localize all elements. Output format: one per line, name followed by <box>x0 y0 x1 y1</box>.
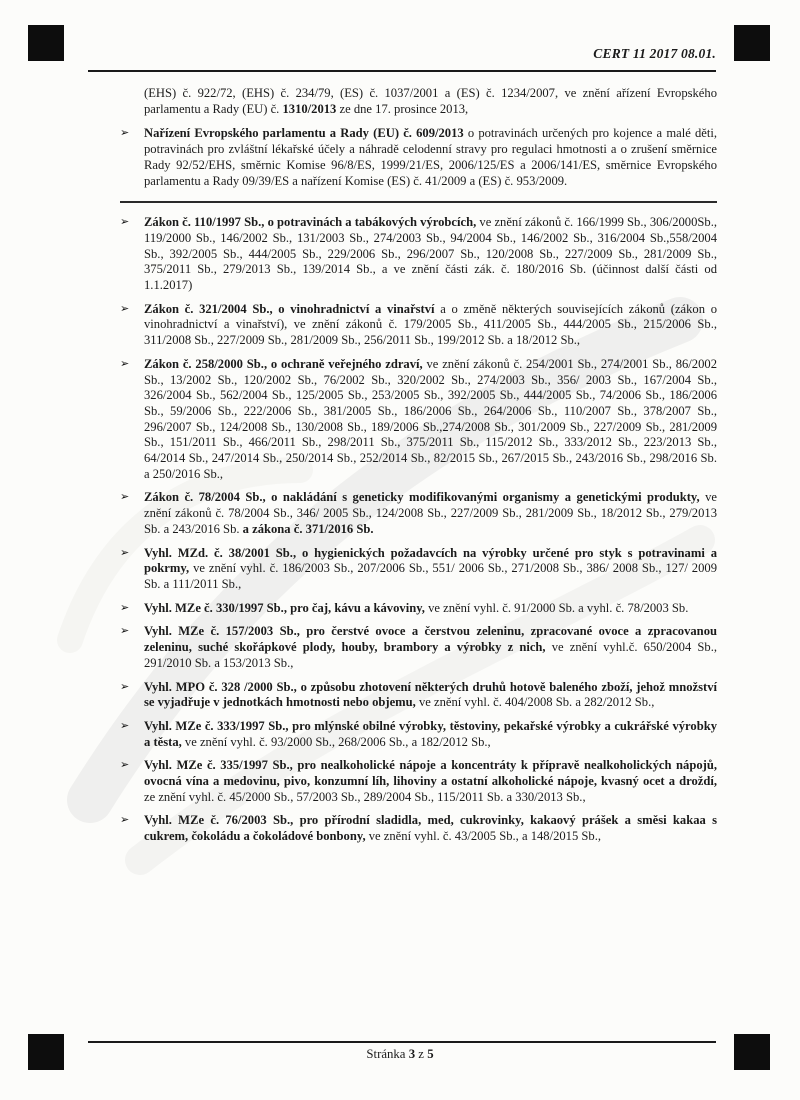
bullet-arrow-icon: ➢ <box>120 302 130 315</box>
list-item-text: Zákon č. 258/2000 Sb., o ochraně veřejného zdraví, ve znění zákonů č. 254/2001 Sb., 274/2001 Sb., 86/2002 Sb., 13/2002 Sb., 120/2002 Sb., 76/2002 Sb., 320/2002 Sb., 274/2003 Sb., 356/ 2003 Sb., 167/2004 Sb., 326/2004 Sb., 562/2004 Sb., 125/2005 Sb., 253/2005 Sb., 392/2005 Sb., 444/2005 Sb., 74/2006 Sb., 186/2006 Sb., 59/2006 Sb., 222/2006 Sb., 381/2005 Sb., 186/2006 Sb., 264/2006 Sb., 110/2007 Sb., 378/2007 Sb., 296/2007 Sb., 124/2008 Sb., 130/2008 Sb., 189/2006 Sb.,274/2008 Sb., 301/2009 Sb., 227/2009 Sb., 281/2009 Sb., 151/2011 Sb., 466/2011 Sb., 298/2011 Sb., 375/2011 Sb., 115/2012 Sb., 333/2012 Sb., 223/2013 Sb., 64/2014 Sb., 247/2014 Sb., 250/2014 Sb., 252/2014 Sb., 82/2015 Sb., 267/2015 Sb., 243/2016 Sb., 298/2016 Sb. a 250/2016 Sb., <box>144 356 717 481</box>
document-content <box>120 86 717 853</box>
bullet-arrow-icon: ➢ <box>120 216 130 229</box>
list-item-text: Vyhl. MZe č. 335/1997 Sb., pro nealkoholické nápoje a koncentráty k přípravě nealkoholických nápojů, ovocná vína a medovinu, pivo, konzumní líh, lihoviny a ostatní alkoholické nápoje, kvasný ocet a droždí, ze znění vyhl. č. 45/2000 Sb., 57/2003 Sb., 289/2004 Sb., 115/2011 Sb. a 330/2013 Sb., <box>144 758 717 804</box>
list-item <box>120 680 717 711</box>
footer-total-pages: 5 <box>427 1047 434 1061</box>
bullet-arrow-icon: ➢ <box>120 546 130 559</box>
bullet-arrow-icon: ➢ <box>120 357 130 370</box>
list-item-text: Vyhl. MZe č. 330/1997 Sb., pro čaj, kávu a kávoviny, ve znění vyhl. č. 91/2000 Sb. a vyhl. č. 78/2003 Sb. <box>144 600 689 615</box>
continuation-paragraph: (EHS) č. 922/72, (EHS) č. 234/79, (ES) č. 1037/2001 a (ES) č. 1234/2007, ve znění ařízení Evropského parlamentu a Rady (EU) č. 1310/2013 ze dne 17. prosince 2013, <box>144 86 717 116</box>
section-separator <box>120 201 717 203</box>
list-item-text: Vyhl. MZe č. 76/2003 Sb., pro přírodní sladidla, med, cukrovinky, kakaový prášek a směsi kakaa s cukrem, čokoládu a čokoládové bonbony, ve znění vyhl. č. 43/2005 Sb., a 148/2015 Sb., <box>144 813 717 844</box>
bullet-arrow-icon: ➢ <box>120 814 130 827</box>
list-item-text: Vyhl. MZe č. 157/2003 Sb., pro čerstvé ovoce a čerstvou zeleninu, zpracované ovoce a zpracovanou zeleninu, suché skořápkové plody, houby, brambory a výrobky z nich, ve znění vyhl.č. 650/2004 Sb., 291/2010 Sb. a 153/2013 Sb., <box>144 624 717 670</box>
list-item <box>120 490 717 537</box>
list-item <box>120 719 717 750</box>
bullet-arrow-icon: ➢ <box>120 625 130 638</box>
list-item <box>120 215 717 294</box>
footer-label: Stránka <box>366 1047 406 1061</box>
list-item-text: Nařízení Evropského parlamentu a Rady (EU) č. 609/2013 o potravinách určených pro kojence a malé děti, potravinách pro zvláštní lékařské účely a náhradě celodenní stravy pro regulaci hmotnosti a o zrušení směrnice Rady 92/52/EHS, směrnic Komise 96/8/ES, 1999/21/ES, 2006/125/ES a 2006/141/ES, směrnice Evropského parlamentu a Rady 09/39/ES a nařízení Komise (ES) č. 41/2009 a (ES) č. 953/2009. <box>144 126 718 188</box>
footer-rule <box>88 1041 716 1043</box>
list-item-text: Vyhl. MZe č. 333/1997 Sb., pro mlýnské obilné výrobky, těstoviny, pekařské výrobky a cukrářské výrobky a těsta, ve znění vyhl. č. 93/2000 Sb., 268/2006 Sb., a 182/2012 Sb., <box>144 718 717 749</box>
page-number <box>0 1047 800 1062</box>
bullet-arrow-icon: ➢ <box>120 759 130 772</box>
bullet-arrow-icon: ➢ <box>120 719 130 732</box>
list-item <box>120 624 717 671</box>
list-item <box>120 126 717 189</box>
list-item <box>120 357 717 483</box>
list-item <box>120 302 717 349</box>
list-item <box>120 758 717 805</box>
bullet-arrow-icon: ➢ <box>120 491 130 504</box>
footer-of-label: z <box>418 1047 424 1061</box>
footer-current-page: 3 <box>408 1047 416 1061</box>
header-rule <box>88 70 716 72</box>
list-item-text: Vyhl. MPO č. 328 /2000 Sb., o způsobu zhotovení některých druhů hotově baleného zboží, jehož množství se vyjadřuje v jednotkách hmotnosti nebo objemu, ve znění vyhl. č. 404/2008 Sb. a 282/2012 Sb., <box>144 679 717 710</box>
list-item <box>120 546 717 593</box>
scan-corner-mark-top-right <box>734 25 770 61</box>
list-item-text: Vyhl. MZd. č. 38/2001 Sb., o hygienických požadavcích na výrobky určené pro styk s potravinami a pokrmy, ve znění vyhl. č. 186/2003 Sb., 207/2006 Sb., 551/ 2006 Sb., 271/2008 Sb., 386/ 2008 Sb., 127/ 2009 Sb. a 111/2011 Sb., <box>144 545 717 591</box>
list-item <box>120 813 717 844</box>
list-item-text: Zákon č. 110/1997 Sb., o potravinách a tabákových výrobcích, ve znění zákonů č. 166/1999 Sb., 306/2000Sb., 119/2000 Sb., 146/2002 Sb., 131/2003 Sb., 274/2003 Sb., 94/2004 Sb., 146/2002 Sb., 316/2004 Sb.,558/2004 Sb., 392/2005 Sb., 444/2005 Sb., 229/2006 Sb., 296/2007 Sb., 120/2008 Sb., 227/2009 Sb., 281/2009 Sb., 375/2011 Sb., 279/2013 Sb., 139/2014 Sb., a ve znění části zák. č. 180/2016 Sb. (účinnost další části od 1.1.2017) <box>144 215 717 293</box>
bullet-arrow-icon: ➢ <box>120 127 130 140</box>
header-document-code: CERT 11 2017 08.01. <box>593 46 716 61</box>
scan-corner-mark-top-left <box>28 25 64 61</box>
list-item <box>120 601 717 617</box>
list-item-text: Zákon č. 321/2004 Sb., o vinohradnictví a vinařství a o změně některých souvisejících zákonů (zákon o vinohradnictví a vinařství), ve znění zákonů č. 179/2005 Sb., 411/2005 Sb., 444/2005 Sb., 215/2006 Sb., 311/2008 Sb., 227/2009 Sb., 281/2009 Sb., 256/2011 Sb., 199/2012 Sb. a 18/2012 Sb., <box>144 301 717 348</box>
bullet-arrow-icon: ➢ <box>120 601 130 614</box>
list-item-text: Zákon č. 78/2004 Sb., o nakládání s geneticky modifikovanými organismy a genetickými produkty, ve znění zákonů č. 78/2004 Sb., 346/ 2005 Sb., 124/2008 Sb., 227/2009 Sb., 281/2009 Sb., 18/2012 Sb., 279/2013 Sb. a 243/2016 Sb. a zákona č. 371/2016 Sb. <box>144 490 717 536</box>
bullet-arrow-icon: ➢ <box>120 680 130 693</box>
